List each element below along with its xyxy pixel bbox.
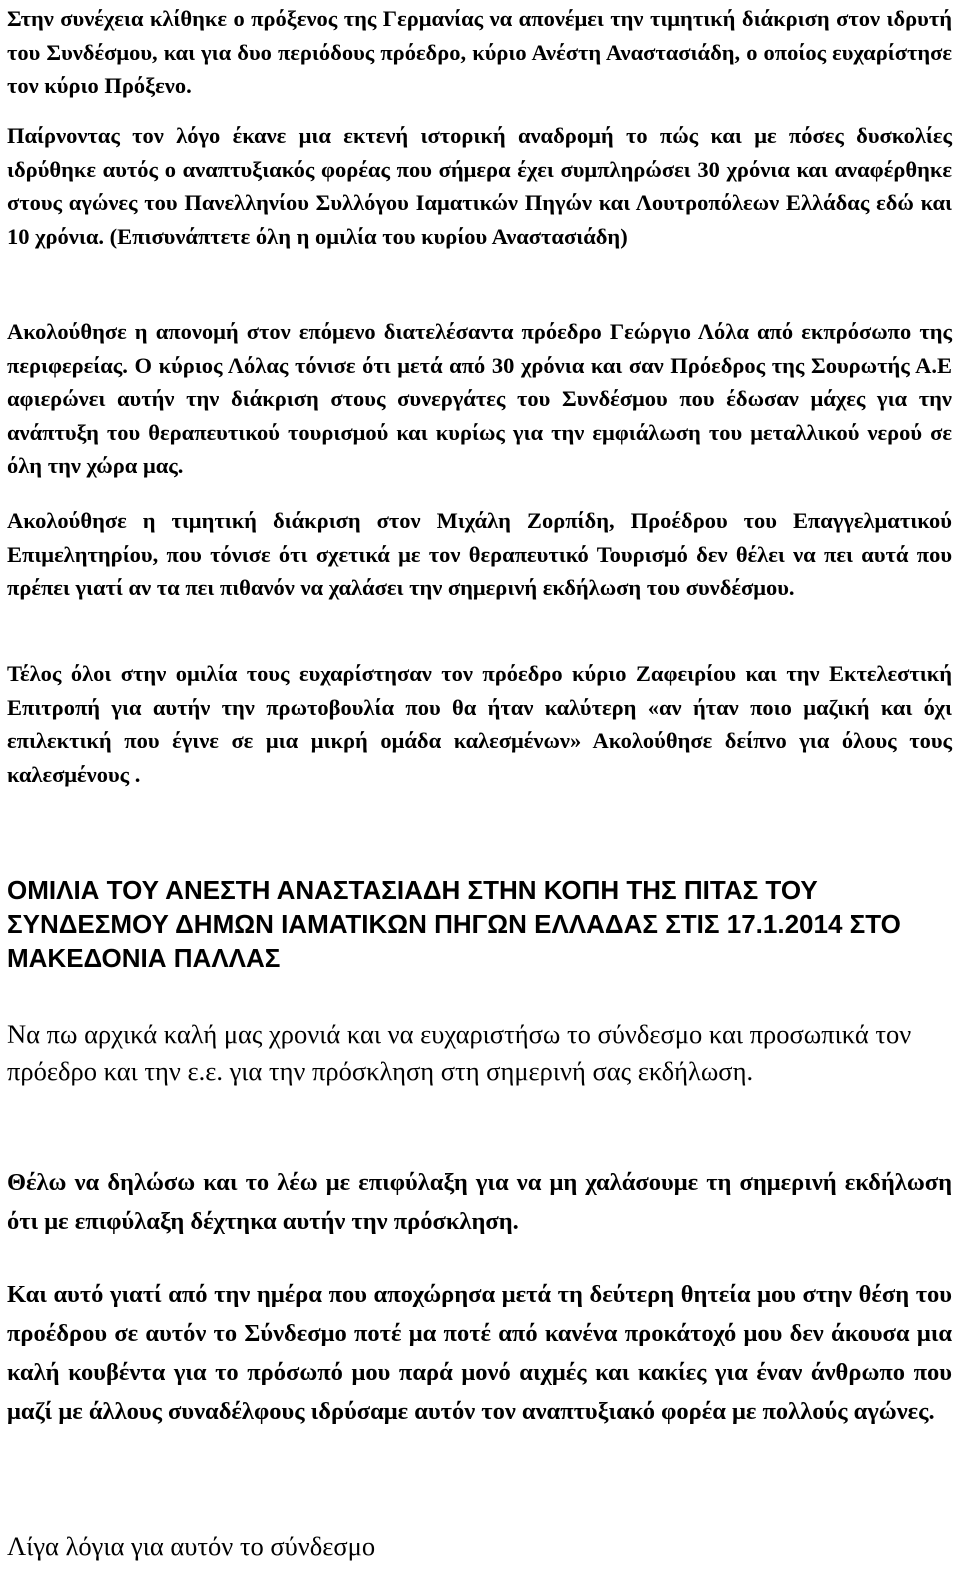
speech-reason: Και αυτό γιατί από την ημέρα που αποχώρησα μετά τη δεύτερη θητεία μου στην θέση του προέδρου σε αυτόν το Σύνδεσμο ποτέ μα ποτέ από κανένα προκάτοχό μου δεν άκουσα μια καλή κουβέντα για το πρόσωπό μου παρά μονό αιχμές και κακίες για έναν άνθρωπο που μαζί με άλλους συναδέλφους ιδρύσαμε αυτόν τον αναπτυξιακό φορέα με πολλούς αγώνες. [7, 1281, 952, 1425]
paragraph-closing: Τέλος όλοι στην ομιλία τους ευχαρίστησαν τον πρόεδρο κύριο Ζαφειρίου και την Εκτελεστική Επιτροπή για αυτήν την πρωτοβουλία που θα ήταν καλύτερη «αν ήταν ποιο μαζική και όχι επιλεκτική που έγινε σε μια μικρή ομάδα καλεσμένων» Ακολούθησε δείπνο για όλους τους καλεσμένους . [7, 661, 952, 787]
paragraph-award-lolas: Ακολούθησε η απονομή στον επόμενο διατελέσαντα πρόεδρο Γεώργιο Λόλα από εκπρόσωπο της περιφερείας. Ο κύριος Λόλας τόνισε ότι μετά από 30 χρόνια και σαν Πρόεδρος της Σουρωτής Α.Ε αφιερώνει αυτήν την διάκριση στους συνεργάτες του Συνδέσμου που έδωσαν μάχες για την ανάπτυξη του θεραπευτικού τουρισμού και κυρίως για την εμφιάλωση του μεταλλικού νερού σε όλη την χώρα μας. [7, 319, 952, 478]
speech-greeting: Να πω αρχικά καλή μας χρονιά και να ευχαριστήσω το σύνδεσμο και προσωπικά τον πρόεδρο και την ε.ε. για την πρόσκληση στη σημερινή σας εκδήλωση. [7, 1019, 912, 1086]
paragraph-award-consul: Στην συνέχεια κλίθηκε ο πρόξενος της Γερμανίας να απονέμει την τιμητική διάκριση στον ιδρυτή του Συνδέσμου, και για δυο περιόδους πρόεδρο, κύριο Ανέστη Αναστασιάδη, ο οποίος ευχαρίστησε τον κύριο Πρόξενο. [7, 6, 952, 98]
paragraph-award-zorpidis: Ακολούθησε η τιμητική διάκριση στον Μιχάλη Ζορπίδη, Προέδρου του Επαγγελματικού Επιμελητηρίου, που τόνισε ότι σχετικά με τον θεραπευτικό Τουρισμό δεν θέλει να πει αυτά που πρέπει γιατί αν τα πει πιθανόν να χαλάσει την σημερινή εκδήλωση του συνδέσμου. [7, 508, 952, 600]
speech-heading: ΟΜΙΛΙΑ ΤΟΥ ΑΝΕΣΤΗ ΑΝΑΣΤΑΣΙΑΔΗ ΣΤΗΝ ΚΟΠΗ ΤΗΣ ΠΙΤΑΣ ΤΟΥ ΣΥΝΔΕΣΜΟΥ ΔΗΜΩΝ ΙΑΜΑΤΙΚΩΝ ΠΗΓΩΝ ΕΛΛΑΔΑΣ ΣΤΙΣ 17.1.2014 ΣΤΟ ΜΑΚΕΔΟΝΙΑ ΠΑΛΛΑΣ [7, 875, 901, 973]
speech-subheading: Λίγα λόγια για αυτόν το σύνδεσμο [7, 1531, 376, 1561]
paragraph-history-speech: Παίρνοντας τον λόγο έκανε μια εκτενή ιστορική αναδρομή το πώς και με πόσες δυσκολίες ιδρύθηκε αυτός ο αναπτυξιακός φορέας που σήμερα έχει συμπληρώσει 30 χρόνια και αναφέρθηκε στους αγώνες του Πανελληνίου Συλλόγου Ιαματικών Πηγών και Λουτροπόλεων Ελλάδας εδώ και 10 χρόνια. (Επισυνάπτετε όλη η ομιλία του κυρίου Αναστασιάδη) [7, 123, 952, 249]
speech-reservation: Θέλω να δηλώσω και το λέω με επιφύλαξη για να μη χαλάσουμε τη σημερινή εκδήλωση ότι με επιφύλαξη δέχτηκα αυτήν την πρόσκληση. [7, 1169, 952, 1235]
